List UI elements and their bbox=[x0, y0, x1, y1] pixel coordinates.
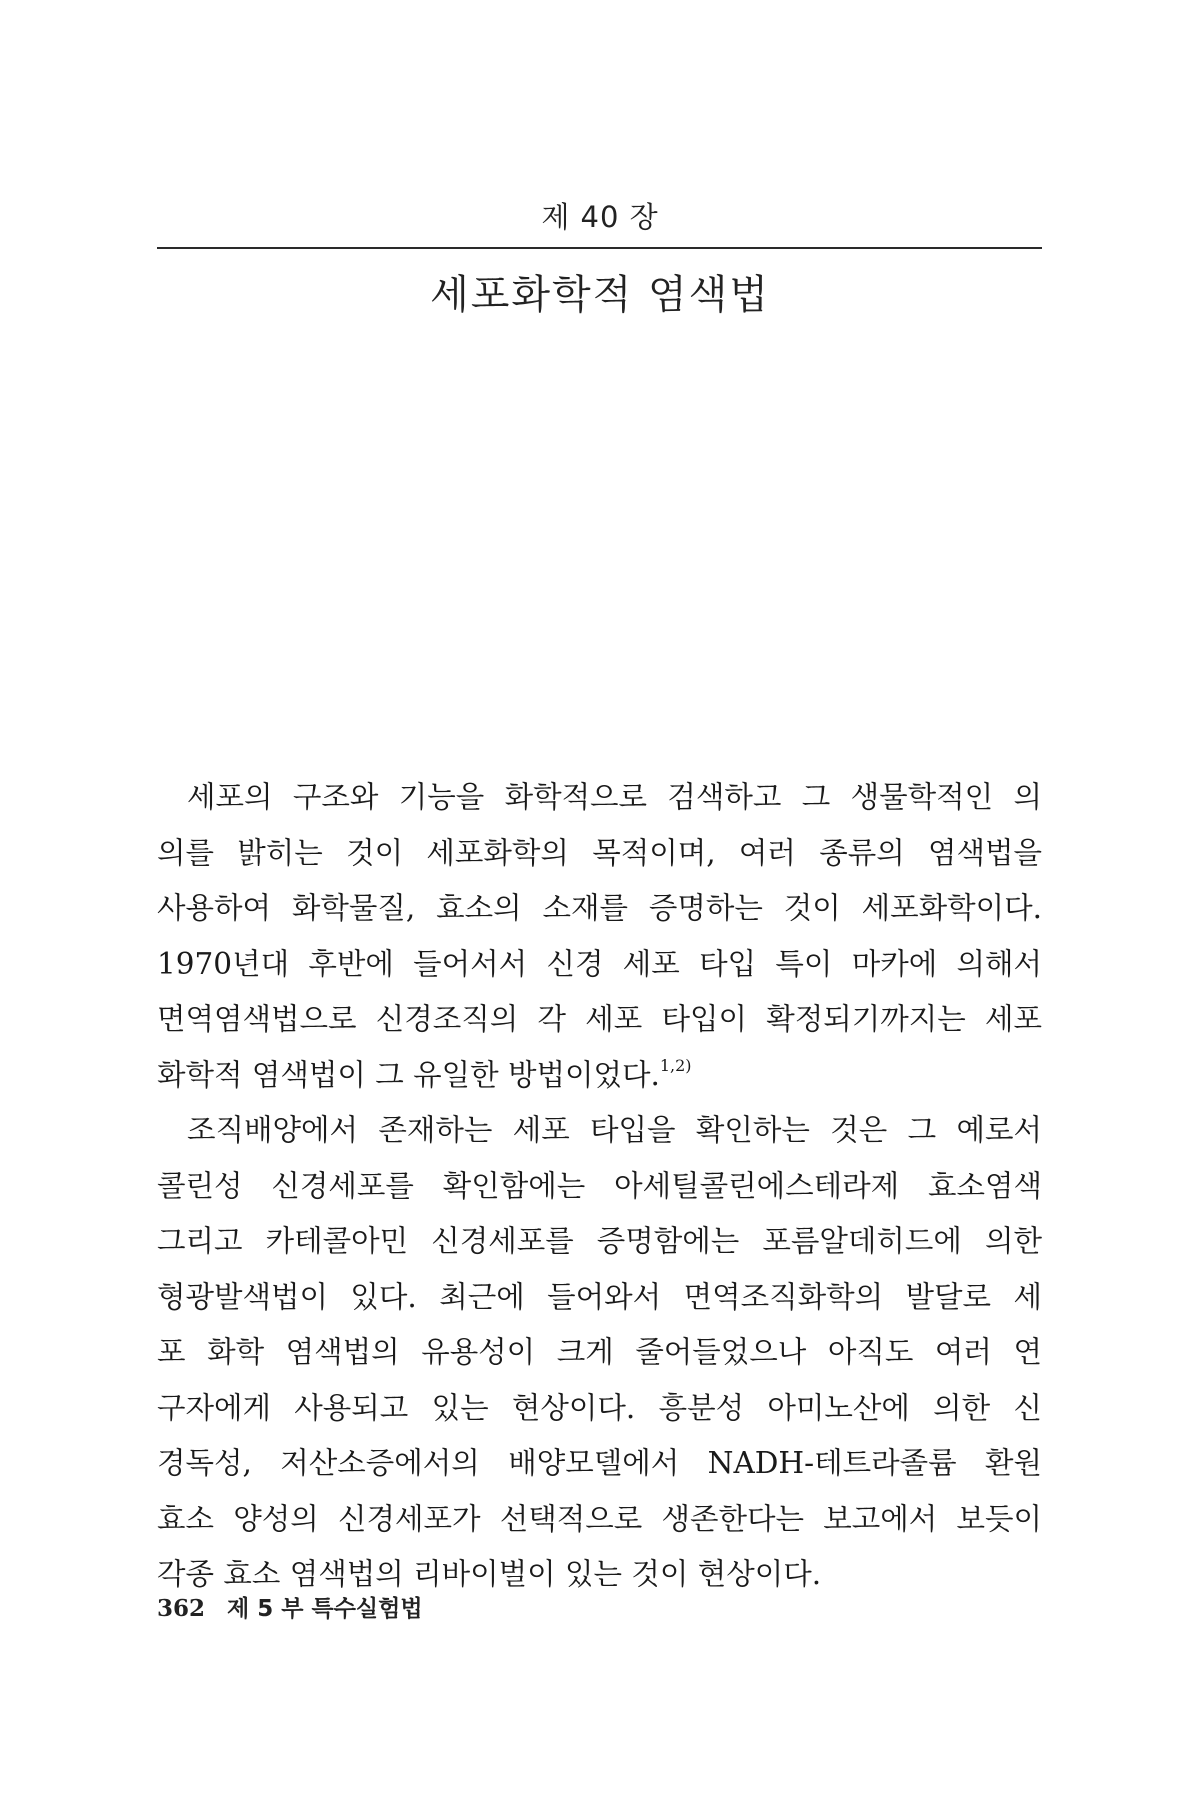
text-line: 세포의 구조와 기능을 화학적으로 검색하고 그 생물학적인 의 bbox=[187, 780, 1042, 814]
text-line: 경독성, 저산소증에서의 배양모델에서 NADH-테트라졸륨 환원 bbox=[157, 1446, 1042, 1480]
text-line-last bbox=[157, 1048, 1042, 1104]
text-line: 면역염색법으로 신경조직의 각 세포 타입이 확정되기까지는 세포 bbox=[157, 1002, 1042, 1036]
footnote-reference[interactable]: 1,2) bbox=[659, 1055, 692, 1075]
paragraph-2 bbox=[157, 1103, 1042, 1603]
text-line: 포 화학 염색법의 유용성이 크게 줄어들었으나 아직도 여러 연 bbox=[157, 1335, 1042, 1369]
body-text bbox=[157, 770, 1042, 1603]
page-number: 362 bbox=[157, 1595, 206, 1622]
paragraph-1 bbox=[157, 770, 1042, 1103]
text-line: 구자에게 사용되고 있는 현상이다. 흥분성 아미노산에 의한 신 bbox=[157, 1390, 1042, 1425]
text-line: 화학적 염색법이 그 유일한 방법이었다. bbox=[157, 1057, 660, 1092]
chapter-divider bbox=[157, 247, 1042, 249]
text-line: 각종 효소 염색법의 리바이벌이 있는 것이 현상이다. bbox=[157, 1557, 822, 1591]
text-line: 효소 양성의 신경세포가 선택적으로 생존한다는 보고에서 보듯이 bbox=[157, 1501, 1042, 1536]
chapter-title: 세포화학적 염색법 bbox=[430, 272, 770, 318]
text-line: 형광발색법이 있다. 최근에 들어와서 면역조직화학의 발달로 세 bbox=[157, 1279, 1042, 1314]
text-line: 사용하여 화학물질, 효소의 소재를 증명하는 것이 세포화학이다. bbox=[157, 891, 1042, 925]
text-line: 콜린성 신경세포를 확인함에는 아세틸콜린에스테라제 효소염색 bbox=[157, 1168, 1042, 1203]
text-line: 조직배양에서 존재하는 세포 타입을 확인하는 것은 그 예로서 bbox=[187, 1113, 1042, 1147]
text-line: 의를 밝히는 것이 세포화학의 목적이며, 여러 종류의 염색법을 bbox=[157, 835, 1042, 870]
text-line: 1970년대 후반에 들어서서 신경 세포 타입 특이 마카에 의해서 bbox=[157, 946, 1042, 981]
text-line: 그리고 카테콜아민 신경세포를 증명함에는 포름알데히드에 의한 bbox=[157, 1224, 1042, 1258]
page-footer bbox=[157, 1590, 423, 1623]
part-label: 제 5 부 특수실험법 bbox=[227, 1596, 423, 1622]
chapter-number: 제 40 장 bbox=[541, 200, 659, 234]
